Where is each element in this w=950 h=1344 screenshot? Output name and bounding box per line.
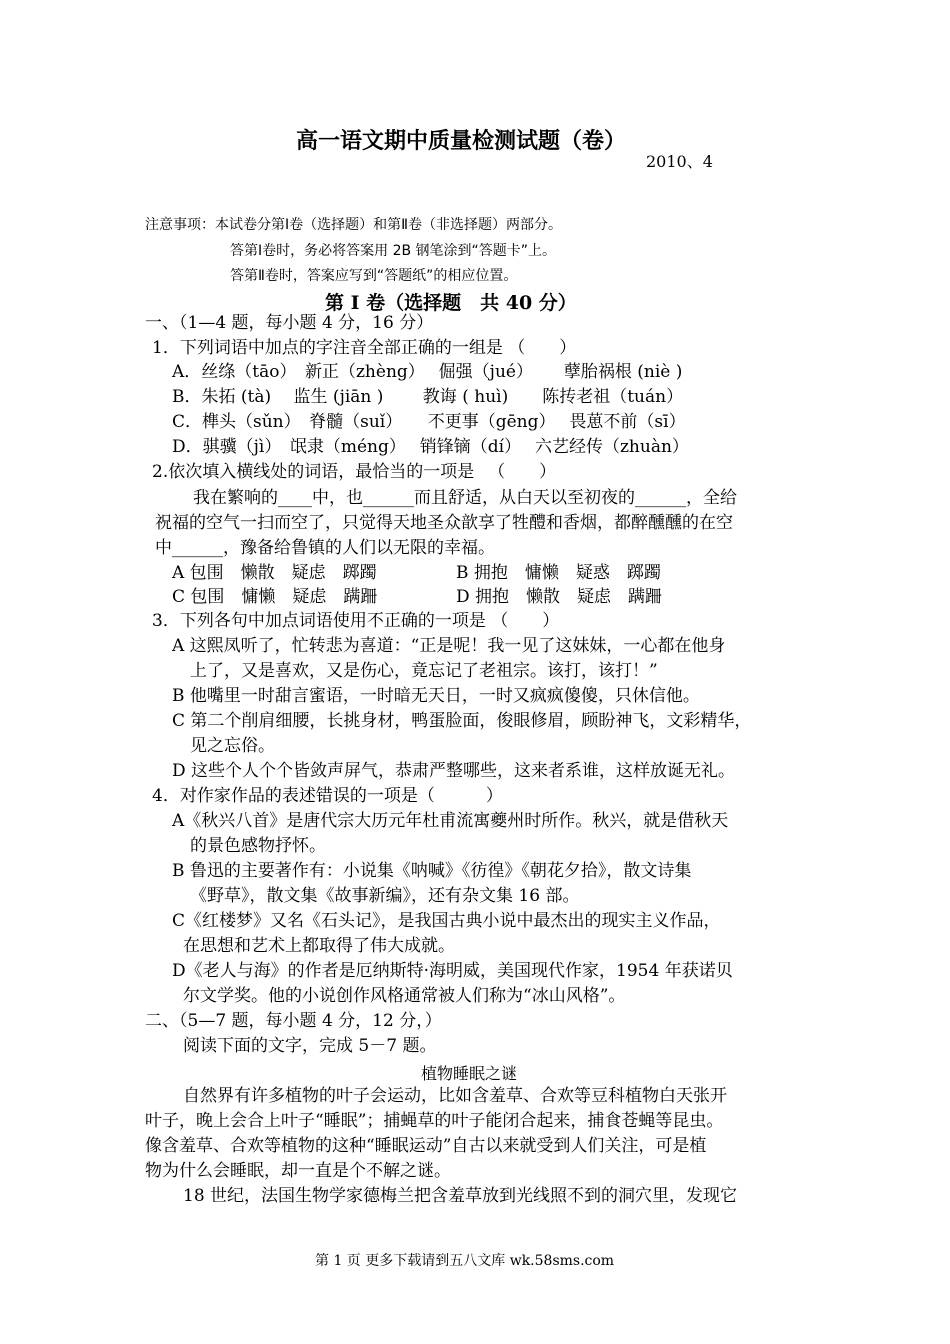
q2-option-d: D 拥抱 懒散 疑虑 蹒跚	[456, 587, 663, 607]
q2-option-c: C 包围 慵懒 疑虑 蹒跚	[172, 587, 378, 607]
q1-option-b: B．朱拓 (tà) 监生 (jiān ) 教诲 ( huì) 陈抟老祖（tuán）	[172, 387, 684, 407]
article-paragraph-line: 物为什么会睡眠，却一直是个不解之谜。	[145, 1161, 451, 1181]
notice-line-1: 注意事项：本试卷分第Ⅰ卷（选择题）和第Ⅱ卷（非选择题）两部分。	[145, 217, 563, 233]
q4-option-c: C《红楼梦》又名《石头记》，是我国古典小说中最杰出的现实主义作品，	[172, 911, 721, 931]
exam-date: 2010、4	[646, 152, 713, 171]
q2-option-b: B 拥抱 慵懒 疑惑 踯躅	[456, 563, 661, 583]
q3-option-c-cont: 见之忘俗。	[190, 736, 275, 756]
q2-stem: 2.依次填入横线处的词语，最恰当的一项是 （ ）	[152, 462, 557, 482]
notice-line-3: 答第Ⅱ卷时，答案应写到“答题纸”的相应位置。	[230, 268, 518, 284]
page-footer: 第 1 页 更多下载请到五八文库 wk.58sms.com	[315, 1253, 615, 1269]
q4-option-a-cont: 的景色感物抒怀。	[190, 836, 326, 856]
q4-option-d-cont: 尔文学奖。他的小说创作风格通常被人们称为“冰山风格”。	[183, 986, 626, 1006]
part2-heading: 二、（5—7 题，每小题 4 分，12 分，）	[145, 1011, 442, 1031]
q2-passage-line: 我在繁响的____中，也______而且舒适，从白天以至初夜的______，全给	[193, 488, 737, 508]
q2-option-a: A 包围 懒散 疑虑 踯躅	[172, 563, 377, 583]
q1-option-c: C．榫头（sǔn） 脊髓（suǐ） 不更事（gēng） 畏葸不前（sī）	[172, 412, 686, 432]
article-paragraph-line: 像含羞草、合欢等植物的这种“睡眠运动”自古以来就受到人们关注，可是植	[145, 1136, 707, 1156]
page-title: 高一语文期中质量检测试题（卷）	[296, 129, 627, 154]
q4-option-a: A《秋兴八首》是唐代宗大历元年杜甫流寓夔州时所作。秋兴，就是借秋天	[172, 811, 729, 831]
part2-instruction: 阅读下面的文字，完成 5－7 题。	[183, 1036, 437, 1056]
q4-option-d: D《老人与海》的作者是厄纳斯特·海明威，美国现代作家，1954 年获诺贝	[172, 961, 733, 981]
q3-stem: 3．下列各句中加点词语使用不正确的一项是 （ ）	[152, 611, 560, 631]
section-title: 第 I 卷（选择题 共 40 分）	[325, 292, 577, 314]
article-paragraph-line: 18 世纪，法国生物学家德梅兰把含羞草放到光线照不到的洞穴里，发现它	[183, 1186, 738, 1206]
part1-heading: 一、（1—4 题，每小题 4 分，16 分）	[145, 313, 434, 333]
q2-passage-line: 中______，豫备给鲁镇的人们以无限的幸福。	[155, 538, 495, 558]
q2-passage-line: 祝福的空气一扫而空了，只觉得天地圣众歆享了牲醴和香烟，都醉醺醺的在空	[155, 513, 733, 533]
q1-option-a: A．丝绦（tāo） 新正（zhèng） 倔强（jué） 孽胎祸根 (niè )	[172, 362, 683, 382]
q4-option-b-cont: 《野草》，散文集《故事新编》，还有杂文集 16 部。	[190, 886, 580, 906]
notice-line-2: 答第Ⅰ卷时，务必将答案用 2B 钢笔涂到“答题卡”上。	[230, 243, 557, 259]
q4-stem: 4．对作家作品的表述错误的一项是（ ）	[152, 786, 503, 806]
q3-option-a-cont: 上了，又是喜欢，又是伤心，竟忘记了老祖宗。该打，该打！”	[190, 661, 658, 681]
article-title: 植物睡眠之谜	[421, 1064, 518, 1083]
q3-option-b: B 他嘴里一时甜言蜜语，一时暗无天日，一时又疯疯傻傻，只休信他。	[172, 686, 700, 706]
q4-option-c-cont: 在思想和艺术上都取得了伟大成就。	[183, 936, 455, 956]
article-paragraph-line: 自然界有许多植物的叶子会运动，比如含羞草、合欢等豆科植物白天张开	[183, 1086, 727, 1106]
q3-option-c: C 第二个削肩细腰，长挑身材，鸭蛋脸面，俊眼修眉，顾盼神飞，文彩精华，	[172, 711, 752, 731]
q3-option-a: A 这熙凤听了，忙转悲为喜道：“正是呢！我一见了这妹妹，一心都在他身	[172, 636, 726, 656]
article-paragraph-line: 叶子，晚上会合上叶子“睡眠”；捕蝇草的叶子能闭合起来，捕食苍蝇等昆虫。	[145, 1111, 724, 1131]
q3-option-d: D 这些个人个个皆敛声屏气，恭肃严整哪些，这来者系谁，这样放诞无礼。	[172, 761, 736, 781]
q1-stem: 1．下列词语中加点的字注音全部正确的一组是 （ ）	[152, 338, 577, 358]
q4-option-b: B 鲁迅的主要著作有：小说集《呐喊》《彷徨》《朝花夕拾》，散文诗集	[172, 861, 692, 881]
q1-option-d: D．骐骥（jì） 氓隶（méng） 销锋镝（dí） 六艺经传（zhuàn）	[172, 437, 689, 457]
